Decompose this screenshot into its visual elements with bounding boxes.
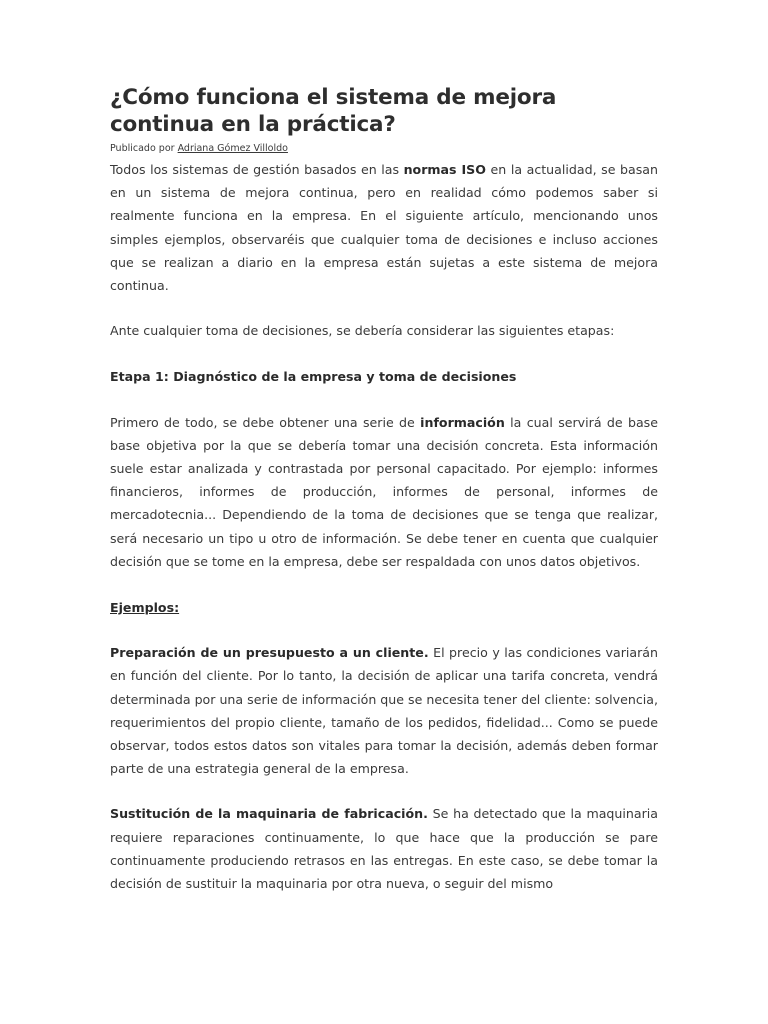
examples-label: Ejemplos: — [110, 600, 180, 616]
example2-paragraph — [110, 802, 658, 895]
example2-text: Se ha detectado que la maquinaria requiere reparaciones continuamente, lo que hace que la producción se pare continuamente produciendo retrasos en las entregas. En este caso, se debe tomar la decisión de sustituir la maquinaria por otra nueva, o seguir del mismo — [110, 806, 658, 892]
stage1-bold: información — [420, 414, 505, 430]
author-link[interactable]: Adriana Gómez Villoldo — [177, 143, 288, 154]
byline — [110, 142, 658, 156]
stage1-text-before: Primero de todo, se debe obtener una serie de — [110, 414, 421, 430]
stage1-paragraph — [110, 411, 658, 573]
intro-text-after: en la actualidad, se basan en un sistema de mejora continua, pero en realidad cómo podemos saber si realmente funciona en la empresa. En el siguiente artículo, mencionando unos simples ejemplos, observaréis que cualquier toma de decisiones e incluso acciones que se realizan a diario en la empresa están sujetas a este sistema de mejora continua. — [110, 162, 658, 294]
article-title: ¿Cómo funciona el sistema de mejora continua en la práctica? — [110, 85, 557, 137]
stages-intro: Ante cualquier toma de decisiones, se debería considerar las siguientes etapas: — [110, 323, 615, 339]
example2-title: Sustitución de la maquinaria de fabricación. — [110, 806, 428, 822]
intro-paragraph — [110, 158, 658, 297]
stage1-heading: Etapa 1: Diagnóstico de la empresa y toma de decisiones — [110, 369, 517, 385]
byline-prefix: Publicado por — [110, 143, 178, 154]
example1-title: Preparación de un presupuesto a un cliente. — [110, 645, 429, 661]
article — [110, 84, 658, 895]
stage1-text-after: la cual servirá de base base objetiva por la que se debería tomar una decisión concreta. Esta información suele estar analizada y contrastada por personal capacitado. Por ejemplo: informes financieros, informes de producción, informes de personal, informes de mercadotecnia... Dependiendo de la toma de decisiones que se tenga que realizar, será necesario un tipo u otro de información. Se debe tener en cuenta que cualquier decisión que se tome en la empresa, debe ser respaldada con unos datos objetivos. — [110, 414, 658, 569]
example1-paragraph — [110, 641, 658, 780]
intro-bold: normas ISO — [403, 162, 486, 177]
intro-text-before: Todos los sistemas de gestión basados en las — [110, 162, 404, 177]
example1-text: El precio y las condiciones variarán en función del cliente. Por lo tanto, la decisión de aplicar una tarifa concreta, vendrá determinada por una serie de información que se necesita tener del cliente: solvencia, requerimientos del propio cliente, tamaño de los pedidos, fidelidad... Como se puede observar, todos estos datos son vitales para tomar la decisión, además deben formar parte de una estrategia general de la empresa. — [110, 645, 658, 777]
